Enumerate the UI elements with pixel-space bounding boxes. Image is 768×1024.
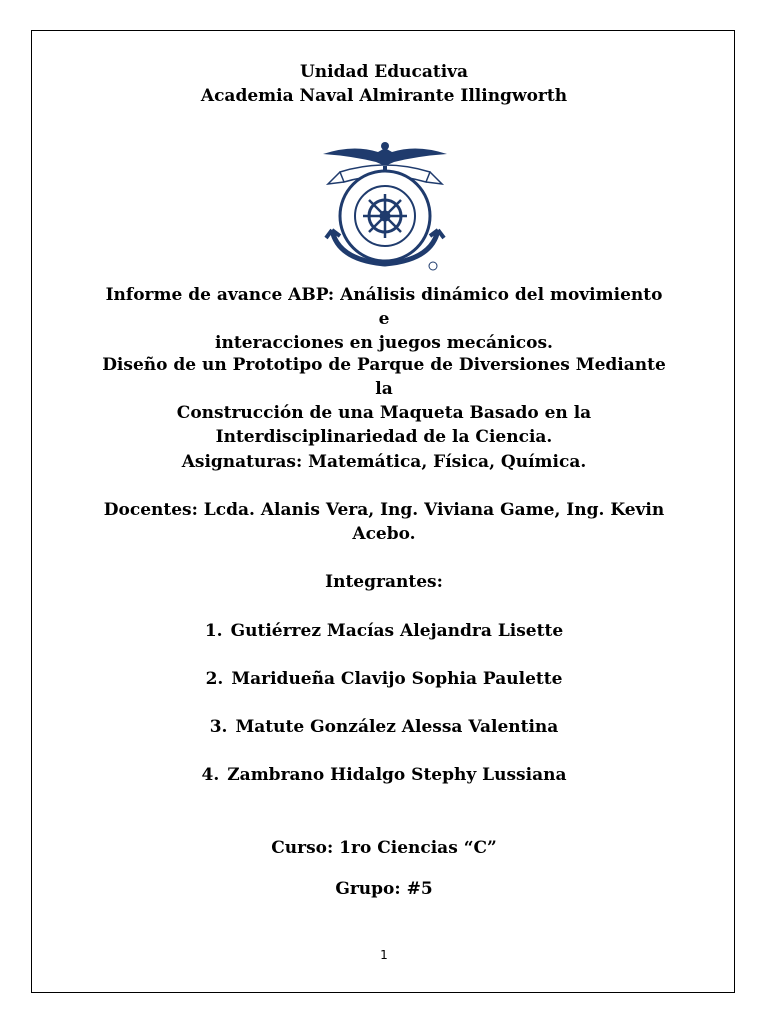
teachers-line-2: Acebo.: [352, 524, 416, 544]
project-title-line-1: Diseño de un Prototipo de Parque de Diversiones Mediante la: [102, 355, 666, 399]
school-type: Unidad Educativa: [299, 62, 469, 82]
group: Grupo: #5: [335, 879, 433, 899]
page-number: 1: [380, 948, 388, 962]
members-heading: Integrantes:: [325, 572, 443, 592]
member-item: [100, 763, 668, 787]
member-item: [100, 667, 668, 691]
member-number: 3.: [209, 717, 228, 737]
member-item: [100, 715, 668, 739]
subjects: Asignaturas: Matemática, Física, Química.: [181, 452, 587, 472]
academia-naval-crest-icon: [318, 138, 452, 274]
school-name: Academia Naval Almirante Illingworth: [200, 86, 568, 106]
member-item: [100, 619, 668, 643]
member-name: Matute González Alessa Valentina: [235, 717, 559, 737]
school-header: [100, 60, 668, 108]
teachers: [100, 498, 668, 546]
course: Curso: 1ro Ciencias “C”: [271, 838, 497, 858]
member-name: Maridueña Clavijo Sophia Paulette: [231, 669, 563, 689]
member-number: 2.: [205, 669, 224, 689]
report-title: [100, 283, 668, 355]
member-name: Zambrano Hidalgo Stephy Lussiana: [227, 765, 567, 785]
report-title-line-2: interacciones en juegos mecánicos.: [215, 333, 553, 353]
member-name: Gutiérrez Macías Alejandra Lisette: [230, 621, 564, 641]
teachers-line-1: Docentes: Lcda. Alanis Vera, Ing. Viviana Game, Ing. Kevin: [103, 500, 665, 520]
report-title-line-1: Informe de avance ABP: Análisis dinámico del movimiento e: [105, 285, 663, 329]
project-title-line-3: Interdisciplinariedad de la Ciencia.: [215, 427, 553, 447]
project-title-line-2: Construcción de una Maqueta Basado en la: [176, 403, 592, 423]
crest-graphic: [318, 138, 452, 274]
member-number: 1.: [204, 621, 223, 641]
member-number: 4.: [201, 765, 220, 785]
project-title: [100, 353, 668, 449]
